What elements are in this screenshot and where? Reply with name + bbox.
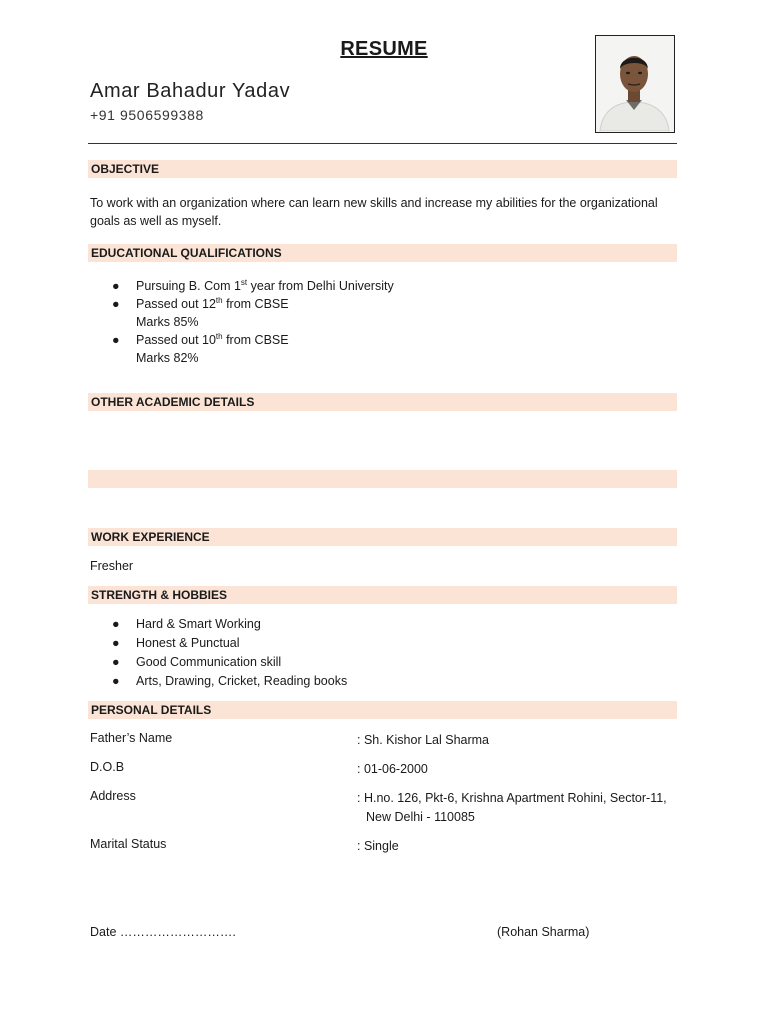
address-line-1: : H.no. 126, Pkt-6, Krishna Apartment Rohini, Sector-11, — [357, 791, 667, 805]
candidate-name: Amar Bahadur Yadav — [90, 80, 291, 102]
education-list — [112, 277, 394, 367]
education-item — [112, 277, 394, 295]
objective-heading: OBJECTIVE — [88, 160, 677, 178]
empty-section-band — [88, 470, 677, 488]
personal-details-heading: PERSONAL DETAILS — [88, 701, 677, 719]
work-experience-heading: WORK EXPERIENCE — [88, 528, 677, 546]
bullet-icon: ● — [112, 636, 120, 650]
strength-item-text: Good Communication skill — [136, 655, 282, 669]
bullet-icon: ● — [112, 279, 120, 293]
marital-status-value: : Single — [357, 839, 399, 853]
date-line: Date ………………………. — [90, 925, 236, 939]
strength-item — [112, 615, 347, 634]
address-line-2: New Delhi - 110085 — [366, 810, 475, 824]
education-item-text: Passed out 12 — [136, 297, 216, 311]
objective-line-2: goals as well as myself. — [90, 214, 222, 228]
education-item — [112, 331, 394, 367]
education-marks: Marks 85% — [136, 315, 199, 329]
education-heading: EDUCATIONAL QUALIFICATIONS — [88, 244, 677, 262]
strengths-list — [112, 615, 347, 691]
education-item-text: from CBSE — [222, 297, 289, 311]
work-experience-text: Fresher — [90, 559, 134, 573]
strengths-heading: STRENGTH & HOBBIES — [88, 586, 677, 604]
candidate-phone: +91 9506599388 — [90, 107, 204, 123]
dob-value: : 01-06-2000 — [357, 762, 428, 776]
ordinal-suffix: th — [215, 295, 223, 305]
objective-text — [90, 194, 675, 230]
education-item-text: from CBSE — [222, 333, 289, 347]
other-academic-heading: OTHER ACADEMIC DETAILS — [88, 393, 677, 411]
education-item-text: year from Delhi University — [247, 279, 394, 293]
strength-item — [112, 634, 347, 653]
signature-name: (Rohan Sharma) — [497, 925, 590, 939]
header-divider — [88, 143, 677, 144]
fathers-name-value: : Sh. Kishor Lal Sharma — [357, 733, 490, 747]
ordinal-suffix: th — [215, 331, 223, 341]
bullet-icon: ● — [112, 297, 120, 311]
education-item-text: Passed out 10 — [136, 333, 216, 347]
bullet-icon: ● — [112, 333, 120, 347]
bullet-icon: ● — [112, 674, 120, 688]
education-marks: Marks 82% — [136, 351, 199, 365]
dob-label: D.O.B — [90, 760, 125, 774]
profile-photo — [595, 35, 675, 133]
address-label: Address — [90, 789, 136, 803]
objective-line-1: To work with an organization where can learn new skills and increase my abilities for the organizational — [90, 196, 658, 210]
strength-item-text: Arts, Drawing, Cricket, Reading books — [136, 674, 348, 688]
marital-status-label: Marital Status — [90, 837, 167, 851]
strength-item — [112, 672, 347, 691]
strength-item — [112, 653, 347, 672]
education-item — [112, 295, 394, 331]
strength-item-text: Honest & Punctual — [136, 636, 240, 650]
resume-title: RESUME — [340, 38, 428, 60]
strength-item-text: Hard & Smart Working — [136, 617, 261, 631]
education-item-text: Pursuing B. Com 1 — [136, 279, 241, 293]
address-value — [357, 789, 667, 827]
person-photo-icon — [596, 36, 673, 131]
bullet-icon: ● — [112, 617, 120, 631]
bullet-icon: ● — [112, 655, 120, 669]
ordinal-suffix: st — [240, 277, 248, 287]
fathers-name-label: Father’s Name — [90, 731, 173, 745]
